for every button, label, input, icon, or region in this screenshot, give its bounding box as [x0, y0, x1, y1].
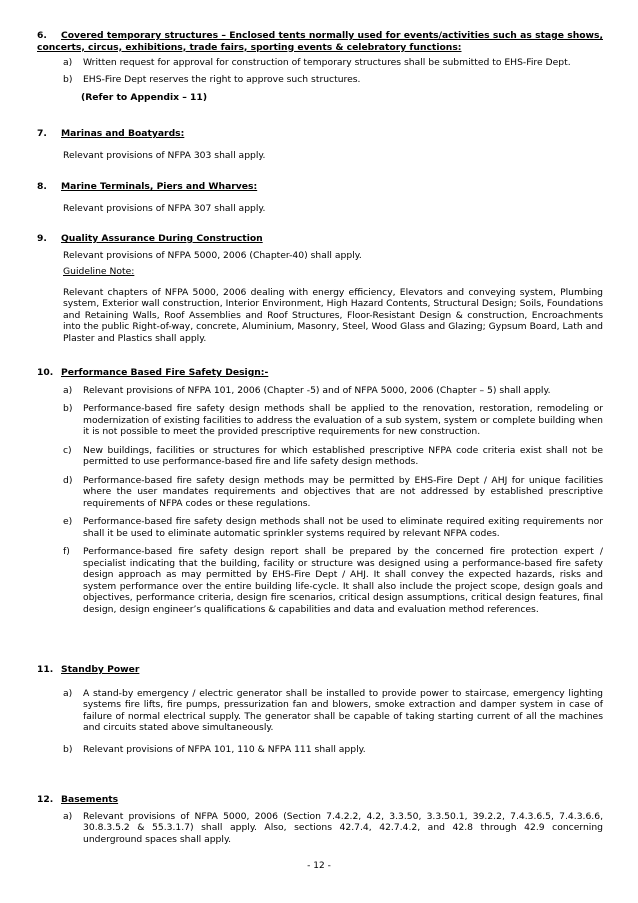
section-8 [37, 181, 603, 214]
paragraph: Relevant provisions of NFPA 307 shall apply. [63, 202, 266, 214]
list-item: a) Written request for approval for construction of temporary structures shall be submitted to EHS-Fire Dept. [63, 57, 571, 68]
page-number: - 12 - [307, 861, 331, 871]
section-11 [37, 664, 603, 755]
appendix-reference: (Refer to Appendix – 11) [81, 92, 208, 103]
section-9 [37, 233, 603, 344]
list-item: d) Performance-based fire safety design methods may be permitted by EHS-Fire Dept / AHJ for unique facilities where the user mandates requirements and objectives that are not addressed by established prescriptive requirements of NFPA codes or these regulations. [63, 474, 603, 509]
list-item: a) Relevant provisions of NFPA 5000, 2006 (Section 7.4.2.2, 4.2, 3.3.50, 3.3.50.1, 39.2.2, 7.4.3.6.5, 7.4.3.6.6, 30.8.3.5.2 & 55.3.1.7) shall apply. Also, sections 42.7.4, 42.7.4.2, and 42.8 through 42.9 concerning underground spaces shall apply. [63, 810, 603, 845]
paragraph: Relevant chapters of NFPA 5000, 2006 dealing with energy efficiency, Elevators and conveying system, Plumbing system, Exterior wall construction, Interior Environment, High Hazard Contents, Structural Design; Soils, Foundations and Retaining Walls, Roof Assemblies and Roof Structures, Floor-Resistant Design & construction, Encroachments into the public Right-of-way, concrete, Aluminium, Masonry, Steel, Wood Glass and Glazing; Gypsum Board, Lath and Plaster and Plastics shall apply. [63, 286, 603, 344]
list-item: b) Relevant provisions of NFPA 101, 110 & NFPA 111 shall apply. [63, 743, 366, 755]
paragraph: Relevant provisions of NFPA 5000, 2006 (Chapter-40) shall apply. [63, 249, 362, 261]
list-item: c) New buildings, facilities or structures for which established prescriptive NFPA code criteria exist shall not be permitted to use performance-based fire and life safety design methods. [63, 444, 603, 467]
guideline-note-label: Guideline Note: [63, 266, 135, 277]
section-12 [37, 794, 603, 845]
section-heading: 8. Marine Terminals, Piers and Wharves: [37, 181, 258, 192]
section-heading: 12. Basements [37, 794, 119, 805]
section-7 [37, 128, 603, 161]
list-item: b) EHS-Fire Dept reserves the right to approve such structures. [63, 73, 361, 85]
section-heading: 7. Marinas and Boatyards: [37, 128, 185, 139]
list-item: e) Performance-based fire safety design methods shall not be used to eliminate required exiting requirements nor shall it be used to eliminate automatic sprinkler systems required by relevant NFPA codes. [63, 516, 603, 539]
section-10 [37, 367, 603, 615]
section-heading: 6. Covered temporary structures – Enclosed tents normally used for events/activities such as stage shows, concerts, circus, exhibitions, trade fairs, sporting events & celebratory functions: [37, 30, 603, 53]
list-item: a) Relevant provisions of NFPA 101, 2006 (Chapter -5) and of NFPA 5000, 2006 (Chapter – 5) shall apply. [63, 384, 551, 396]
section-heading: 9. Quality Assurance During Construction [37, 233, 263, 244]
section-6 [37, 30, 603, 104]
list-item: a) A stand-by emergency / electric generator shall be installed to provide power to staircase, emergency lighting systems fire lifts, fire pumps, pressurization fan and blowers, smoke extraction and damper system in case of failure of normal electrical supply. The generator shall be capable of taking starting current of all the machines and circuits stated above simultaneously. [63, 687, 603, 733]
section-heading: 10. Performance Based Fire Safety Design:- [37, 367, 269, 378]
list-item: b) Performance-based fire safety design methods shall be applied to the renovation, restoration, remodeling or modernization of existing facilities to address the evaluation of a sub system, system or complete building when it is not possible to meet the provided prescriptive requirements for new construction. [63, 403, 603, 437]
section-heading: 11. Standby Power [37, 664, 140, 675]
list-item: f) Performance-based fire safety design report shall be prepared by the concerned fire protection expert / specialist indicating that the building, facility or structure was designed using a performance-based fire safety design approach as may permitted by EHS-Fire Dept / AHJ. It shall convey the expected hazards, risks and system performance over the entire building life-cycle. It shall also include the project scope, design goals and objectives, performance criteria, design fire scenarios, critical design assumptions, critical design features, final design, design engineer’s qualifications & capabilities and data and evaluation method references. [63, 546, 603, 615]
paragraph: Relevant provisions of NFPA 303 shall apply. [63, 149, 266, 161]
